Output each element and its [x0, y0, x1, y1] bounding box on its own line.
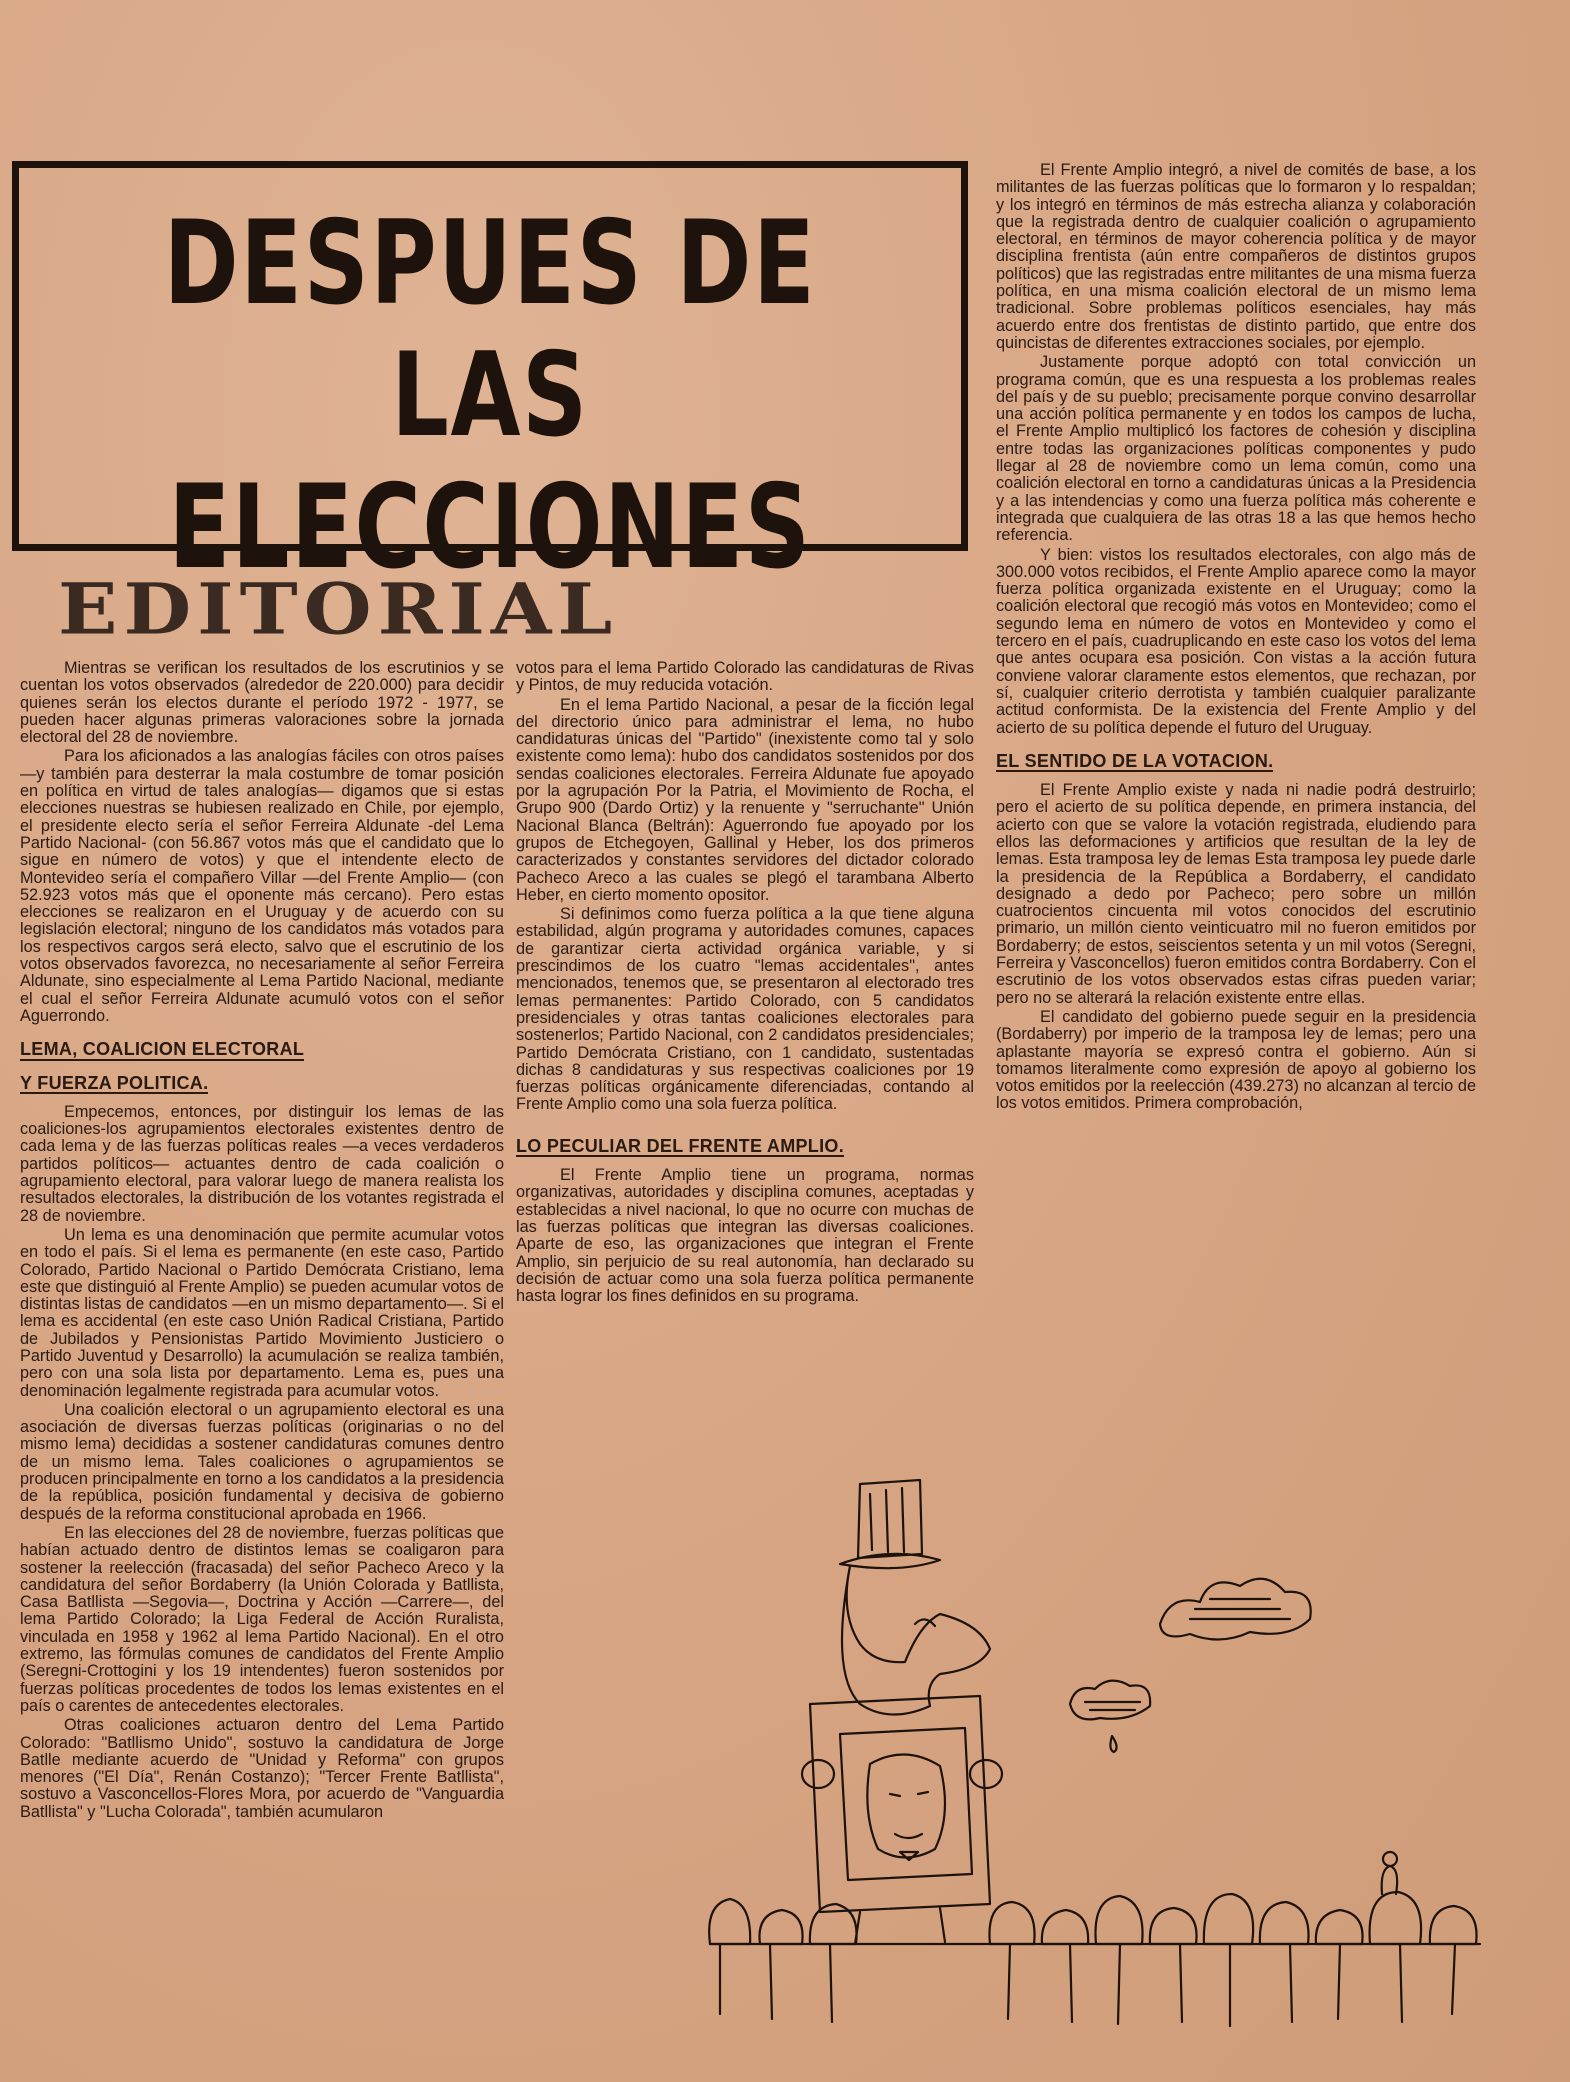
title-line-1: DESPUES DE [163, 196, 817, 331]
paragraph: El Frente Amplio tiene un programa, normas organizativas, autoridades y disciplina comunes, aceptadas y establecidas a nivel nacional, lo que no ocurre con muchas de las fuerzas políticas que integran las diversas coaliciones. Aparte de eso, las organizaciones que integran el Frente Amplio, sin perjuicio de su real autonomía, han declarado su decisión de actuar como una sola fuerza política permanente hasta lograr los fines definidos en su programa. [516, 1166, 974, 1306]
paragraph: Y bien: vistos los resultados electorales, con algo más de 300.000 votos recibidos, el Frente Amplio aparece como la mayor fuerza política organizada existente en el Uruguay; como la coalición electoral que recogió más votos en Montevideo; como el segundo lema en número de votos en Montevideo y como el tercero en el país, cuadruplicando en este caso los votos del lema que antes ocupara esa posición. Con vistas a la acción futura conviene valorar claramente estos elementos, que rechazan, por sí, cualquier criterio derrotista y también cualquier paralizante actitud conformista. De la existencia del Frente Amplio y del acierto de su política depende el futuro del Uruguay. [996, 545, 1476, 737]
paragraph: Un lema es una denominación que permite acumular votos en todo el país. Si el lema es permanente (en este caso, Partido Colorado, Partido Nacional o Partido Demócrata Cristiano, lema este que distinguió al Frente Amplio) se pueden acumular votos de distintas listas de candidatos —en un mismo departamento—. Si el lema es accidental (en este caso Unión Radical Cristiana, Partido de Jubilados y Pensionistas Partido Movimiento Justiciero o Partido Juventud y Desarrollo) la acumulación se realiza también, pero con una sola lista por departamento. Lema es, pues una denominación legalmente registrada para acumular votos. [20, 1225, 504, 1400]
paragraph: Otras coaliciones actuaron dentro del Lema Partido Colorado: "Batllismo Unido", sostuvo la candidatura de Jorge Batlle mediante acuerdo de "Unidad y Reforma" con grupos menores ("El Día", Renán Costanzo); "Tercer Frente Batllista", sostuvo a Vasconcellos-Flores Mora, por acuerdo de "Vanguardia Batllista" y "Lucha Colorada", también acumularon [20, 1716, 504, 1821]
column-2 [516, 660, 974, 1307]
paragraph: En el lema Partido Nacional, a pesar de la ficción legal del directorio único para administrar el lema, no hubo candidaturas únicas del "Partido" (inexistente como tal y solo existente como lema): hubo dos candidatos sostenidos por dos sendas coaliciones electorales. Ferreira Aldunate fue apoyado por la agrupación Por la Patria, el Movimiento de Rocha, el Grupo 900 (Dardo Ortiz) y la renuente y "serruchante" Unión Nacional Blanca (Beltrán): Aguerrondo fue apoyado por los grupos de Etchegoyen, Gallinal y Heber, los dos primeros caracterizados y constantes servidores del dictador colorado Pacheco Areco a las cuales se plegó el tarambana Alberto Heber, en cierto momento opositor. [516, 695, 974, 904]
subheading: Y FUERZA POLITICA. [20, 1072, 209, 1093]
title-box [12, 161, 968, 595]
section-label: EDITORIAL [58, 568, 619, 651]
paragraph: El Frente Amplio existe y nada ni nadie podrá destruirlo; pero el acierto de su política depende, en primera instancia, del acierto con que se valore la votación registrada, eludiendo para ellos las deformaciones y artificios que resultan de la ley de lemas. Esta tramposa ley de lemas Esta tramposa ley puede darle la presidencia de la República a Bordaberry, el candidato designado a dedo por Pacheco; pero sobre un millón cuatrocientos cincuenta mil votos conocidos del escrutinio primario, un millón ciento veinticuatro mil no fueron emitidos por Bordaberry; de estos, seiscientos setenta y un mil votos (Seregni, Ferreira y Vasconcellos) fueron emitidos contra Bordaberry. Con el escrutinio de los votos observados estas cifras pueden variar; pero no se alterará la relación existente entre ellas. [996, 781, 1476, 1007]
top-hat [840, 1480, 940, 1568]
paragraph: Justamente porque adoptó con total convicción un programa común, que es una respuesta a los problemas reales del país y de su pueblo; precisamente porque convino desarrollar una acción política permanente y en todos los campos de lucha, el Frente Amplio multiplicó los factores de cohesión y disciplina entre todas las organizaciones políticas componentes y pudo llegar al 28 de noviembre como un lema común, como una coalición electoral en torno a candidaturas únicas a la Presidencia y a las intendencias y como una fuerza política más coherente e integrada que cualquiera de las otras 18 a las que hemos hecho referencia. [996, 353, 1476, 545]
raindrop-icon [1110, 1736, 1116, 1752]
column-3 [996, 162, 1476, 1115]
cloud-icon [1160, 1579, 1311, 1640]
face [842, 1566, 990, 1715]
crowd [709, 1852, 1480, 2026]
paragraph: El candidato del gobierno puede seguir en la presidencia (Bordaberry) por imperio de la tramposa ley de lemas; pero una aplastante mayoría se expresó contra el gobierno. Aún si tomamos literalmente como expresión de apoyo al gobierno los votos emitidos por la reelección (439.273) no alcanzan al tercio de los votos emitidos. Primera comprobación, [996, 1007, 1476, 1113]
paragraph: Para los aficionados a las analogías fáciles con otros países —y también para desterrar la mala costumbre de tomar posición en política en virtud de tales analogías— digamos que si estas elecciones nuestras se hubiesen realizado en Chile, por ejemplo, el presidente electo sería el señor Ferreira Aldunate -del Lema Partido Nacional- (con 56.867 votos más que el candidato que lo sigue en número de votos) y que el intendente electo de Montevideo sería el compañero Villar —del Frente Amplio— (con 52.923 votos más que el oponente más cercano). Pero estas elecciones se realizaron en el Uruguay y de acuerdo con su legislación electoral; ninguno de los candidatos más votados para los respectivos cargos será electo, salvo que el escrutinio de los votos observados favorezca, no necesariamente al señor Ferreira Aldunate, sino especialmente al Lema Partido Nacional, mediante el cual el señor Ferreira Aldunate acumuló votos con el señor Aguerrondo. [20, 747, 504, 1025]
paragraph: Una coalición electoral o un agrupamiento electoral es una asociación de diversas fuerzas políticas (originarias o no del mismo lema) decididas a sostener candidaturas comunes dentro de un mismo lema. Tales coaliciones o agrupamientos se producen principalmente en torno a los candidatos a la presidencia de la república, posición fundamental y decisiva de gobierno después de la reforma constitucional aprobada en 1966. [20, 1400, 504, 1523]
subheading: LO PECULIAR DEL FRENTE AMPLIO. [516, 1135, 845, 1156]
subheading: LEMA, COALICION ELECTORAL [20, 1039, 305, 1060]
page-title [123, 198, 858, 594]
title-line-2: LAS ELECCIONES [168, 328, 812, 595]
column-1 [20, 660, 504, 1823]
paragraph: Empecemos, entonces, por distinguir los lemas de las coaliciones-los agrupamientos electorales existentes dentro de cada lema y de las fuerzas políticas reales —a veces verdaderos partidos políticos— actuantes dentro de cada coalición o agrupamiento electoral, para valorar luego de manera realista los resultados electorales, la distribución de los votantes registrada el 28 de noviembre. [20, 1102, 504, 1225]
paragraph: En las elecciones del 28 de noviembre, fuerzas políticas que habían actuado dentro de distintos lemas se coaligaron para sostener la reelección (fracasada) del señor Pacheco Areco y la candidatura del señor Bordaberry (la Unión Colorada y Batllista, Casa Batllista —Segovia—, Doctrina y Acción —Carrere—, del lema Partido Colorado; la Liga Federal de Acción Ruralista, vinculada en 1958 y 1962 al lema Partido Nacional). En el otro extremo, las fórmulas comunes de candidatos del Frente Amplio (Seregni-Crottogini y los 19 intendentes) fueron sostenidos por fuerzas políticas procedentes de todos los lemas existentes en el país o carentes de antecedentes electorales. [20, 1523, 504, 1715]
paragraph: votos para el lema Partido Colorado las candidaturas de Rivas y Pintos, de muy reducida votación. [516, 659, 974, 695]
paragraph: Mientras se verifican los resultados de los escrutinios y se cuentan los votos observados (alrededor de 220.000) para decidir quienes serán los electos durante el período 1972 - 1977, se pueden hacer algunas primeras valoraciones sobre la jornada electoral del 28 de noviembre. [20, 659, 504, 747]
subheading: EL SENTIDO DE LA VOTACION. [996, 750, 1274, 771]
cloud-icon [1070, 1681, 1150, 1720]
paragraph: El Frente Amplio integró, a nivel de comités de base, a los militantes de las fuerzas políticas que lo formaron y lo respaldan; y los integró en términos de más estrecha alianza y colaboración que la registrada dentro de cualquier coalición o agrupamiento electoral, en términos de mayor coherencia política y de mayor disciplina frentista (aún entre compañeros de distintos grupos políticos) que las registradas entre militantes de una misma fuerza política, en una misma coalición electoral de un mismo lema tradicional. Sobre problemas políticos esenciales, hay más acuerdo entre dos frentistas de distinto partido, que entre dos quincistas de diferentes extracciones sociales, por ejemplo. [996, 161, 1476, 352]
paragraph: Si definimos como fuerza política a la que tiene alguna estabilidad, algún programa y autoridades comunes, capaces de garantizar cierta actividad orgánica variable, y si prescindimos de los cuatro "lemas accidentales", antes mencionados, tenemos que, se presentaron al electorado tres lemas permanentes: Partido Colorado, con 5 candidatos presidenciales y otras tantas coaliciones electorales para sostenerlos; Partido Nacional, con 2 candidatos presidenciales; Partido Demócrata Cristiano, con 1 candidato, sustentadas dichas 8 candidaturas y sus respectivas coaliciones por 19 fuerzas políticas orgánicamente diferenciadas, contando al Frente Amplio como una sola fuerza política. [516, 905, 974, 1114]
cartoon-illustration [690, 1474, 1520, 2054]
